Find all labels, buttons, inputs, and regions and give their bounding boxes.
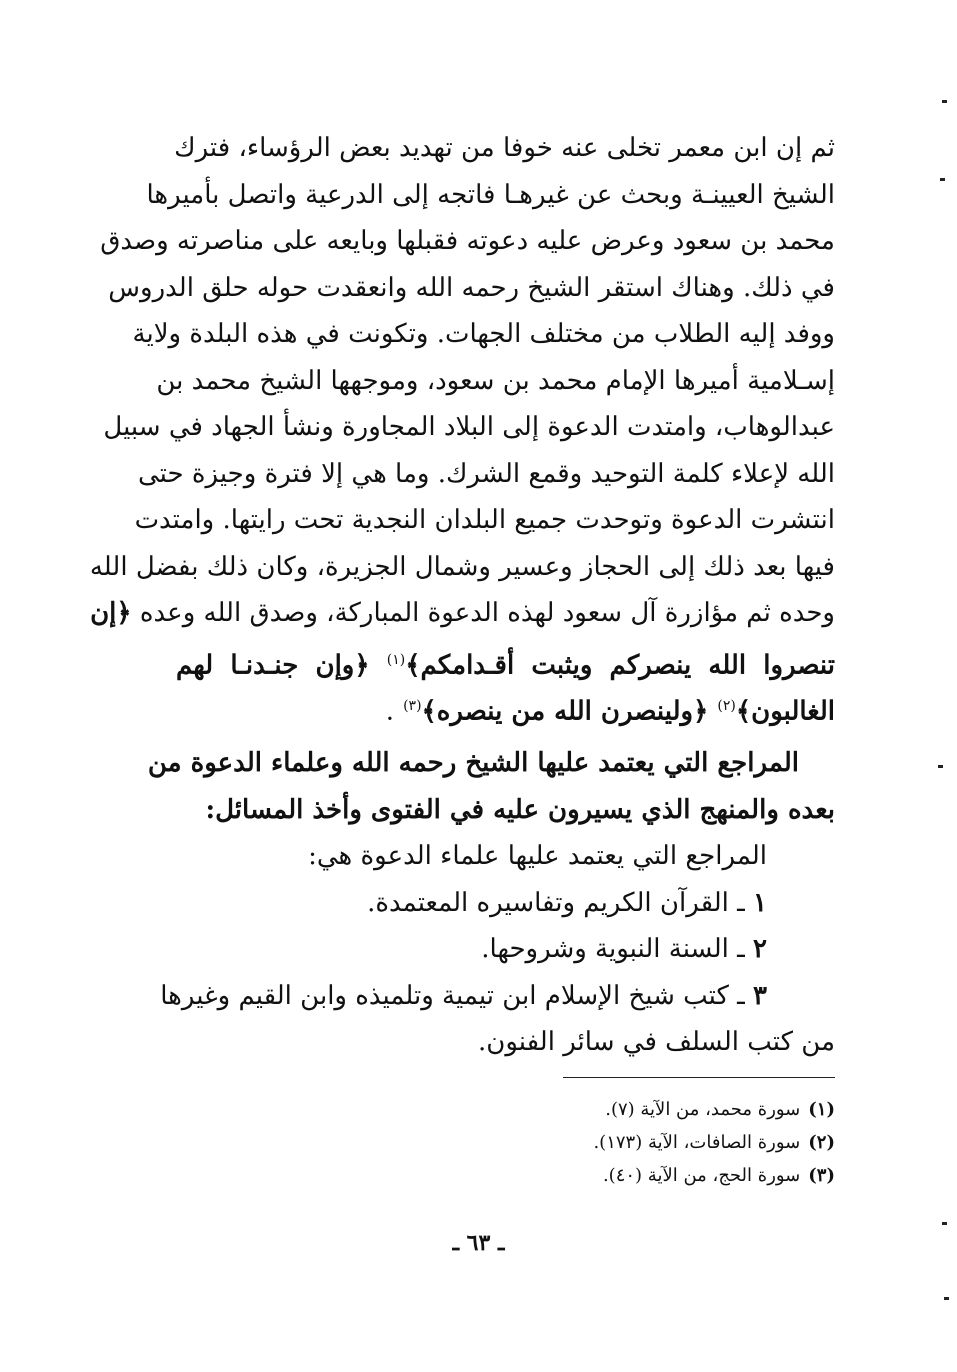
footnote-text: سورة الصافات، الآية (١٧٣).: [593, 1132, 801, 1153]
main-paragraph: [89, 125, 835, 730]
paragraph-line: ثم إن ابن معمر تخلى عنه خوفا من تهديد بعض الرؤساء، فترك: [174, 133, 835, 163]
quran-verse-2-start: ﴿وإن جنـدنـا لهم: [176, 650, 370, 681]
list-item: [176, 926, 835, 973]
footnotes: [176, 1093, 835, 1192]
quran-verse-open: ﴿إن: [90, 598, 132, 628]
footnote-divider: [563, 1077, 835, 1078]
scan-mark: [944, 1297, 949, 1300]
footnote-text: سورة الحج، من الآية (٤٠).: [602, 1165, 801, 1186]
footnote-number: (٣): [808, 1165, 835, 1186]
section-heading: بعده والمنهج الذي يسيرون عليه في الفتوى وأخذ المسائل:: [205, 794, 835, 825]
quran-verse-3: ﴿ولينصرن الله من ينصره﴾: [421, 696, 709, 727]
footnote-ref: (١): [386, 651, 406, 668]
paragraph-line: عبدالوهاب، وامتدت الدعوة إلى البلاد المجاورة ونشأ الجهاد في سبيل: [103, 412, 835, 442]
paragraph-line: الشيخ العيينـة وبحث عن غيرهـا فاتجه إلى الدرعية واتصل بأميرها: [146, 179, 835, 210]
footnote: [176, 1126, 835, 1159]
section-heading: المراجع التي يعتمد عليها الشيخ رحمه الله وعلماء الدعوة من: [147, 748, 799, 778]
footnote: [176, 1159, 835, 1192]
list-item-number: ١: [753, 887, 767, 918]
list-item-number: ٣: [753, 980, 767, 1011]
list-item-text: ـ كتب شيخ الإسلام ابن تيمية وتلميذه وابن القيم وغيرها: [160, 980, 745, 1011]
list-item-text: ـ السنة النبوية وشروحها.: [481, 934, 745, 964]
scan-mark: [942, 1222, 947, 1225]
paragraph-line: في ذلك. وهناك استقر الشيخ رحمه الله وانعقدت حوله حلق الدروس: [108, 272, 835, 303]
paragraph-line: فيها بعد ذلك إلى الحجاز وعسير وشمال الجزيرة، وكان ذلك بفضل الله: [89, 551, 835, 582]
footnote-number: (١): [808, 1099, 835, 1120]
scan-mark: [942, 100, 947, 103]
quran-verse-line: [176, 637, 835, 684]
quran-verse-line: [176, 683, 835, 730]
scan-mark: [938, 765, 943, 768]
sentence-end-mark: .: [385, 696, 394, 727]
scan-mark: [940, 178, 945, 181]
paragraph-line: إسـلامية أميرها الإمام محمد بن سعود، وموجهها الشيخ محمد بن: [156, 365, 835, 396]
footnote: [176, 1093, 835, 1126]
paragraph-line: الله لإعلاء كلمة التوحيد وقمع الشرك. وما هي إلا فترة وجيزة حتى: [138, 458, 835, 489]
list-item: [160, 973, 835, 1020]
page-number: ـ ٦٣ ـ: [452, 1230, 505, 1256]
paragraph-line: ووفد إليه الطلاب من مختلف الجهات. وتكونت في هذه البلدة ولاية: [132, 319, 835, 349]
quran-verse-1: تنصروا الله ينصركم ويثبت أقـدامكم﴾: [405, 650, 835, 681]
paragraph-line-text: وحده ثم مؤازرة آل سعود لهذه الدعوة المباركة، وصدق الله وعده: [139, 598, 835, 628]
list-intro: المراجع التي يعتمد عليها علماء الدعوة هي:: [308, 841, 767, 871]
footnote-text: سورة محمد، من الآية (٧).: [605, 1099, 801, 1120]
list-item-number: ٢: [753, 934, 767, 964]
quran-verse-2-end: الغالبون﴾: [735, 696, 835, 727]
footnote-ref: (٣): [403, 698, 422, 714]
list-item: [176, 880, 835, 927]
paragraph-line: محمد بن سعود وعرض عليه دعوته فقبلها وبايعه على مناصرته وصدق: [100, 226, 835, 256]
footnote-ref: (٢): [717, 698, 736, 714]
paragraph-line-with-verse: [90, 590, 835, 637]
list-item-text: ـ القرآن الكريم وتفاسيره المعتمدة.: [367, 887, 745, 918]
footnote-number: (٢): [808, 1132, 835, 1153]
paragraph-line: انتشرت الدعوة وتوحدت جميع البلدان النجدية تحت رايتها. وامتدت: [134, 505, 835, 535]
references-section: [147, 740, 835, 1066]
list-item-continuation: من كتب السلف في سائر الفنون.: [478, 1027, 835, 1057]
